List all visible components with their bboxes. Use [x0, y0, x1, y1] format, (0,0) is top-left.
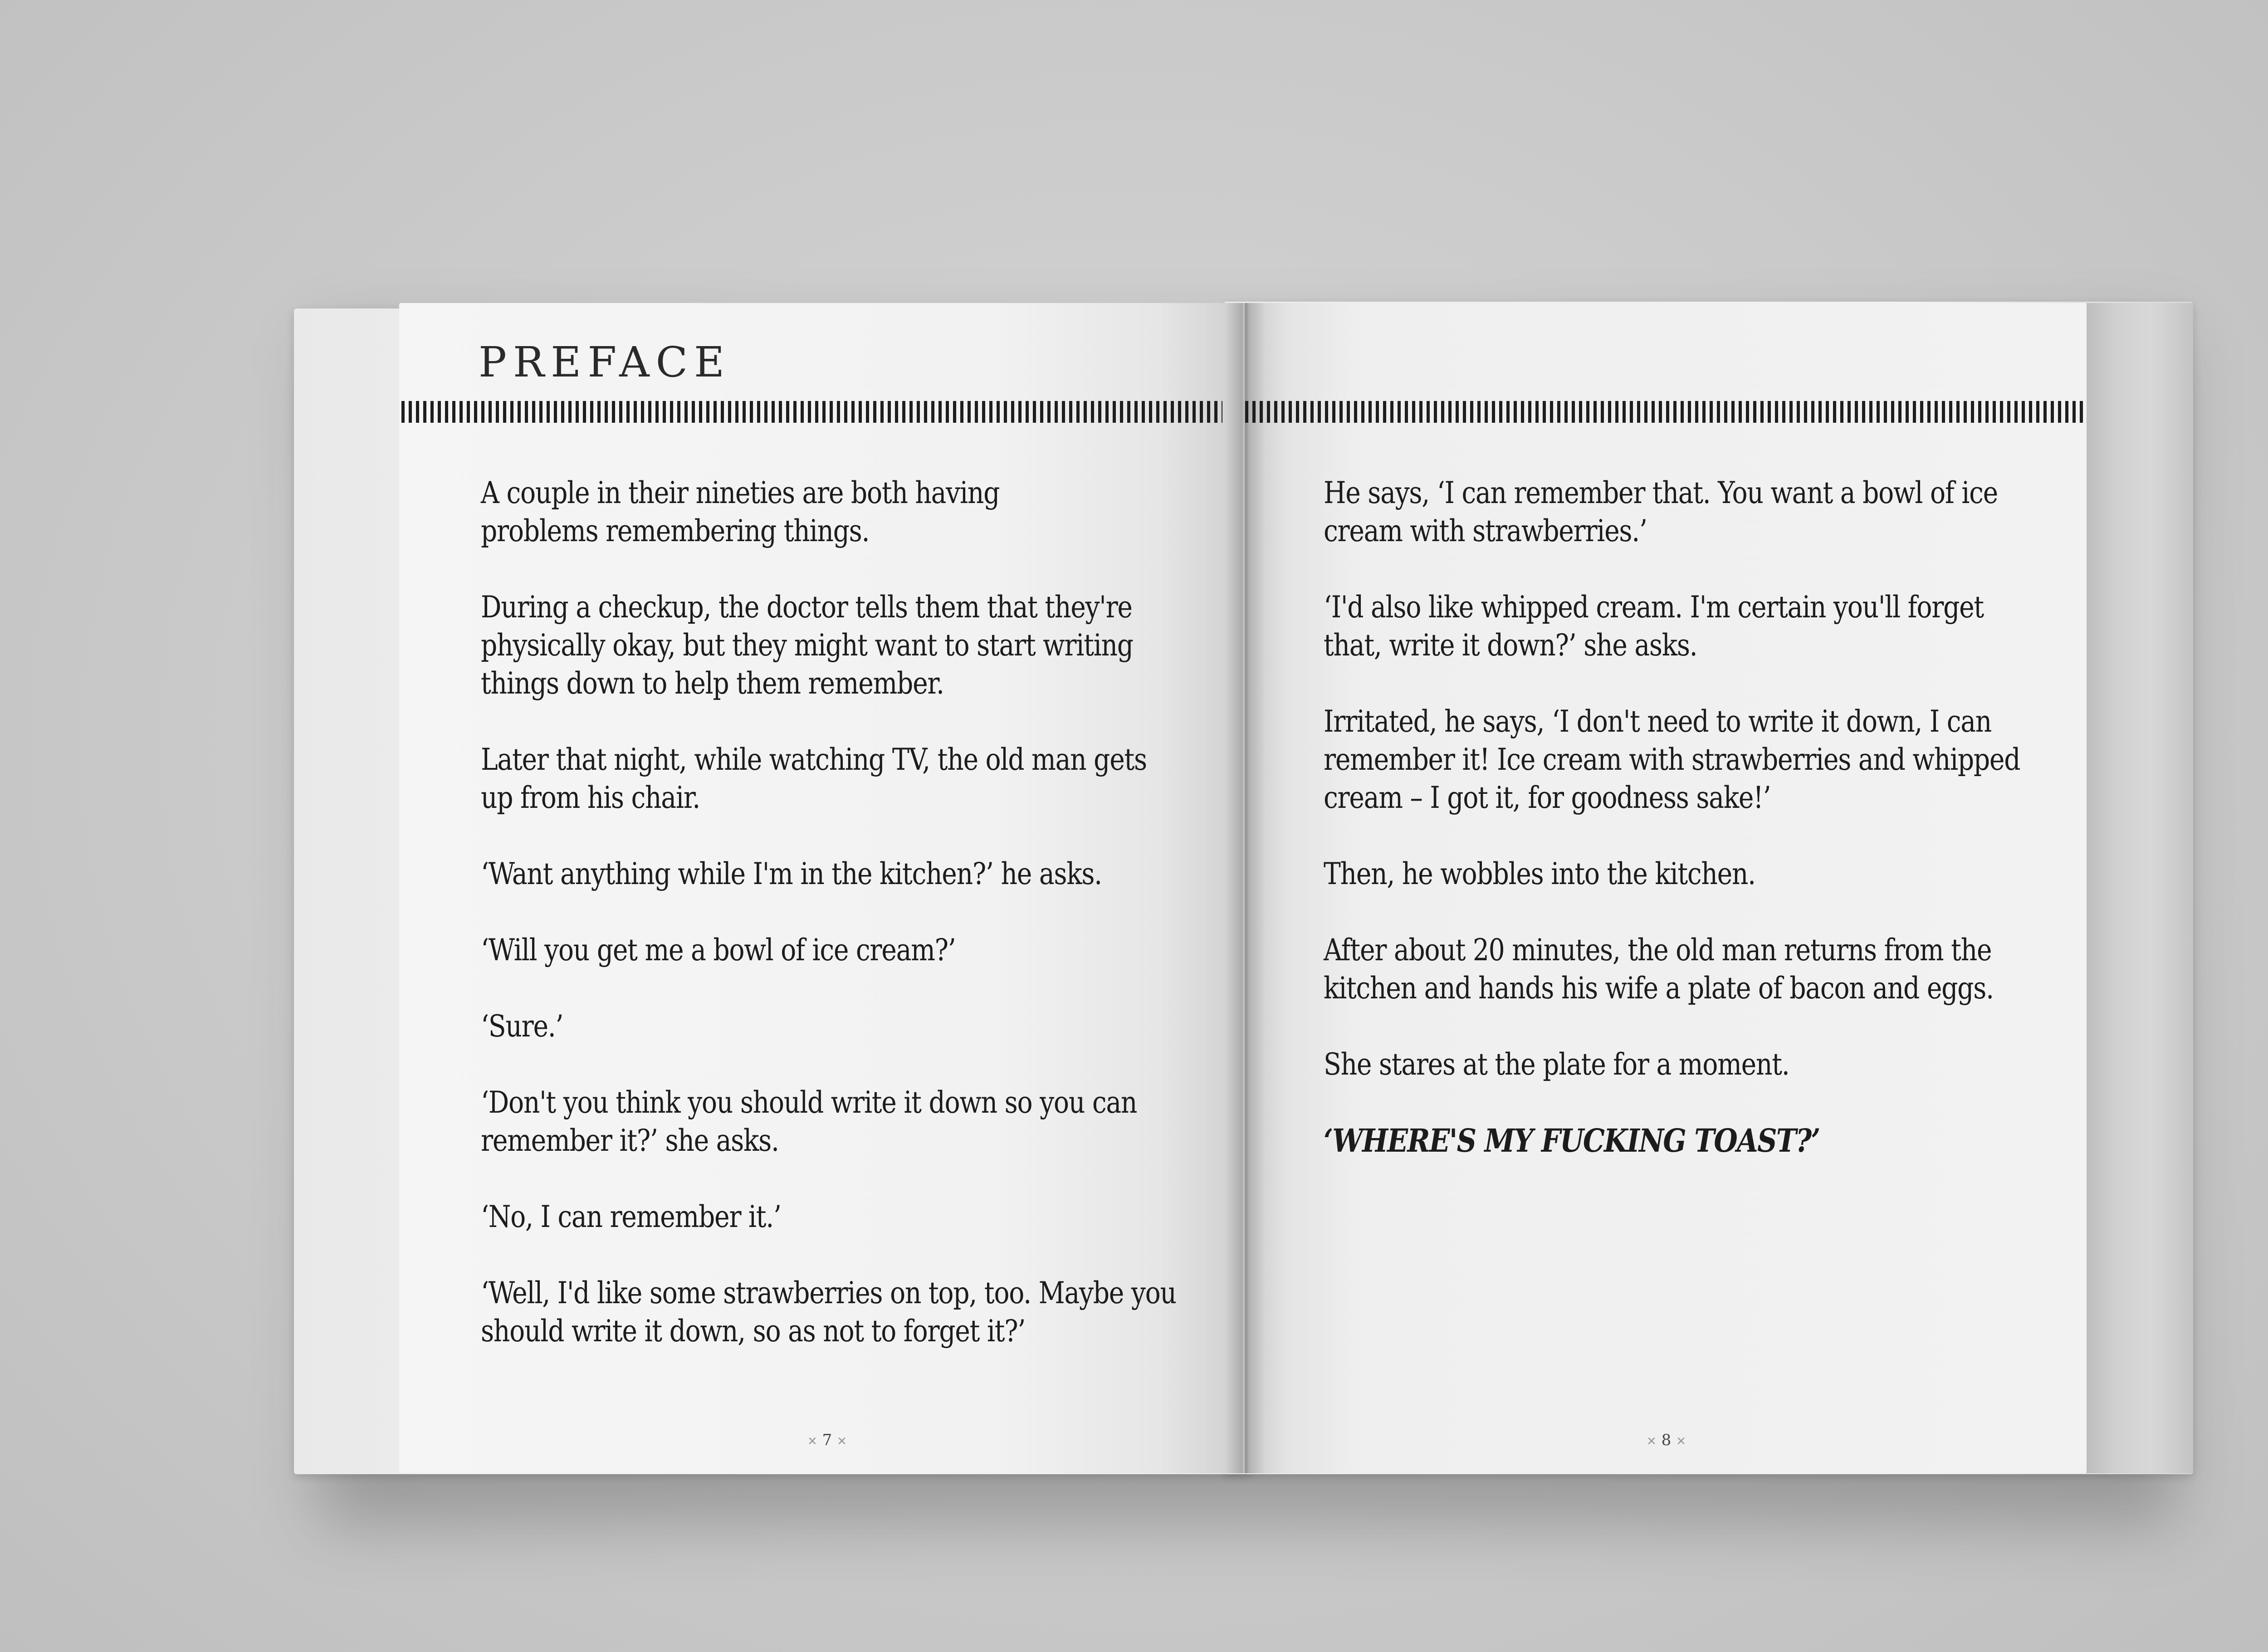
decorative-rule-right — [1245, 401, 2087, 423]
paragraph: During a checkup, the doctor tells them that they're physically okay, but they might want to start writing things down to help them remember. — [481, 590, 1133, 701]
paragraph: Irritated, he says, ‘I don't need to write it down, I can remember it! Ice cream with strawberries and whipped cream – I got it, for goodness sake!’ — [1324, 704, 2020, 815]
left-page-text — [481, 474, 1207, 1388]
page-stack-edge — [2087, 303, 2193, 1473]
punchline: ‘WHERE'S MY FUCKING TOAST?’ — [1324, 1122, 1820, 1159]
page-number: 8 — [1661, 1431, 1672, 1449]
paragraph: A couple in their nineties are both having problems remembering things. — [481, 475, 1000, 548]
running-head: PREFACE — [479, 338, 731, 386]
page-number: 7 — [822, 1431, 832, 1449]
page-number-right — [1647, 1431, 1686, 1449]
paragraph: ‘Don't you think you should write it down so you can remember it?’ she asks. — [481, 1085, 1137, 1158]
paragraph: ‘Will you get me a bowl of ice cream?’ — [481, 933, 956, 968]
decorative-rule-left — [401, 401, 1222, 423]
paragraph: After about 20 minutes, the old man returns from the kitchen and hands his wife a plate of bacon and eggs. — [1324, 933, 1994, 1006]
folio-ornament-icon: ✕ — [837, 1435, 847, 1448]
paragraph: ‘Sure.’ — [481, 1009, 563, 1044]
page-number-left — [807, 1431, 847, 1449]
book-gutter — [1225, 303, 1266, 1473]
paragraph: Then, he wobbles into the kitchen. — [1324, 856, 1755, 891]
paragraph: Later that night, while watching TV, the old man gets up from his chair. — [481, 742, 1147, 815]
folio-ornament-icon: ✕ — [807, 1435, 817, 1448]
folio-ornament-icon: ✕ — [1647, 1435, 1657, 1448]
right-page-text — [1324, 474, 2040, 1198]
paragraph: She stares at the plate for a moment. — [1324, 1047, 1789, 1082]
folio-ornament-icon: ✕ — [1676, 1435, 1686, 1448]
paragraph: He says, ‘I can remember that. You want a bowl of ice cream with strawberries.’ — [1324, 475, 1998, 548]
paragraph: ‘Well, I'd like some strawberries on top, too. Maybe you should write it down, so as not to forget it?’ — [481, 1276, 1176, 1349]
paragraph: ‘No, I can remember it.’ — [481, 1199, 781, 1234]
paragraph: ‘Want anything while I'm in the kitchen?’ he asks. — [481, 856, 1102, 891]
paragraph: ‘I'd also like whipped cream. I'm certain you'll forget that, write it down?’ she asks. — [1324, 590, 1984, 663]
